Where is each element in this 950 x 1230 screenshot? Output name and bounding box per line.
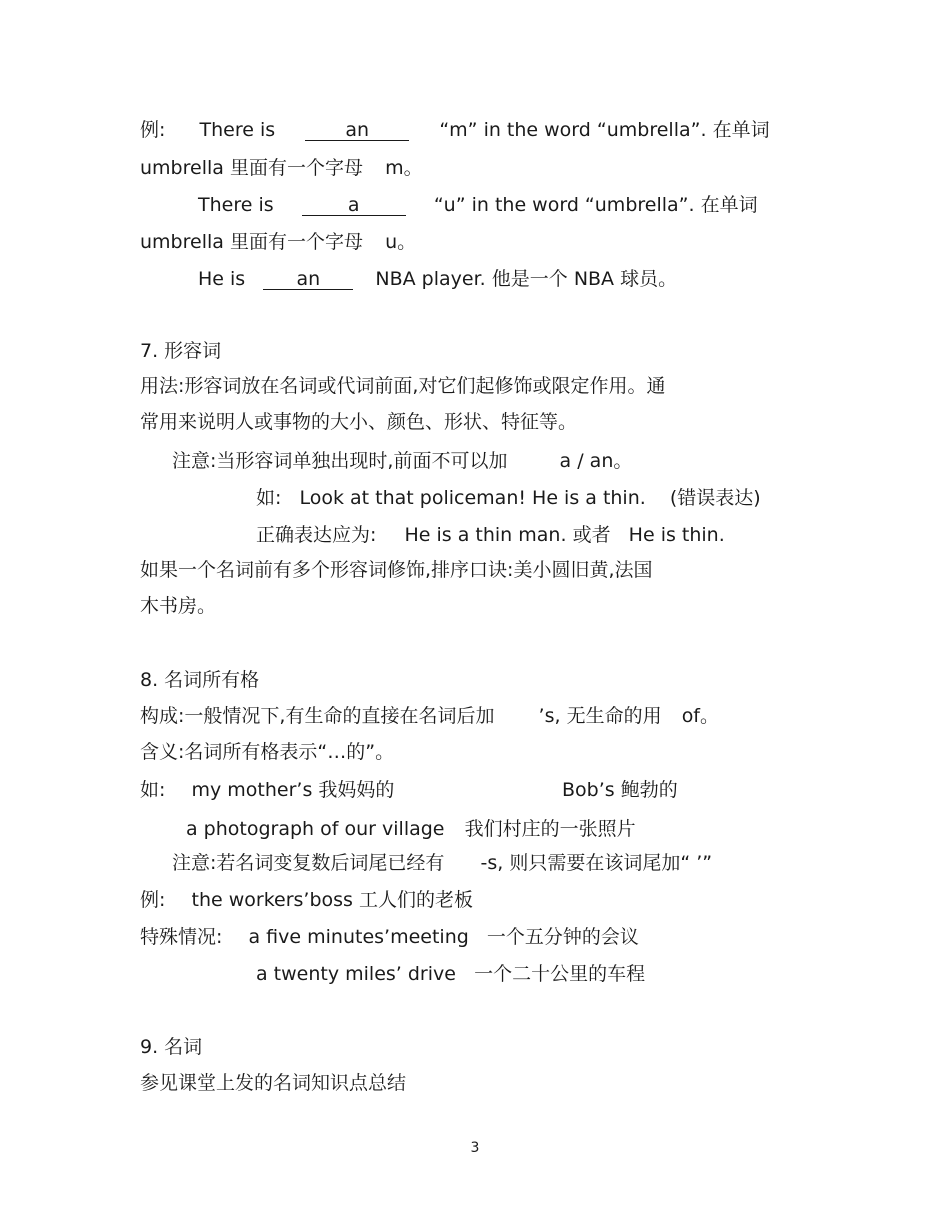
example-line: [140, 888, 473, 912]
paragraph-line: 如果一个名词前有多个形容词修饰,排序口诀:美小圆旧黄,法国: [140, 559, 653, 581]
example-translation: 在单词: [712, 119, 770, 141]
example-translation: 在单词: [700, 194, 758, 216]
section-heading: 7. 形容词: [140, 340, 222, 362]
example-translation: 他是一个: [491, 268, 568, 290]
paragraph-text: ’s,: [538, 705, 561, 727]
example-line-1b: [140, 156, 423, 180]
example-line-3: [198, 267, 677, 291]
note-line: [172, 449, 632, 473]
special-case-line: [256, 962, 645, 986]
paragraph-text: of。: [681, 705, 720, 727]
example-text: He is: [198, 268, 246, 290]
example-label: 特殊情况:: [140, 926, 223, 948]
answer-blank: a: [302, 195, 406, 216]
example-text: He is thin.: [628, 524, 725, 546]
example-text: Bob’s: [562, 779, 615, 801]
paragraph-line: [140, 704, 719, 728]
example-text: a twenty miles’ drive: [256, 963, 456, 985]
example-text: a photograph of our village: [186, 818, 445, 840]
correct-example: [256, 523, 725, 547]
example-translation: 工人们的老板: [359, 889, 474, 911]
page-number: 3: [470, 1140, 480, 1156]
example-translation: 鲍勃的: [620, 779, 678, 801]
example-text: “u” in the word “umbrella”.: [433, 194, 695, 216]
example-line-2b: [140, 230, 416, 254]
example-translation: 里面有一个字母: [229, 231, 363, 253]
note-text: 注意:若名词变复数后词尾已经有: [172, 852, 445, 874]
example-text: Look at that policeman! He is a thin.: [299, 487, 646, 509]
paragraph-line: 参见课堂上发的名词知识点总结: [140, 1072, 407, 1094]
note-text: 注意:当形容词单独出现时,前面不可以加: [172, 450, 508, 472]
answer-blank: an: [305, 120, 409, 141]
example-line: [186, 817, 636, 841]
example-label: 如:: [140, 779, 166, 801]
note-text: -s,: [480, 852, 504, 874]
paragraph-line: 用法:形容词放在名词或代词前面,对它们起修饰或限定作用。通: [140, 375, 666, 397]
paragraph-line: 常用来说明人或事物的大小、颜色、形状、特征等。: [140, 411, 578, 433]
example-text: There is: [199, 119, 276, 141]
answer-blank: an: [263, 269, 353, 290]
example-text: He is a thin man.: [404, 524, 567, 546]
example-line-2: [198, 193, 758, 217]
example-text: umbrella: [140, 157, 224, 179]
example-text: “m” in the word “umbrella”.: [439, 119, 707, 141]
note-text: a / an。: [559, 450, 633, 472]
example-text: a five minutes’meeting: [248, 926, 469, 948]
example-translation: 或者: [572, 524, 611, 546]
example-text: NBA 球员。: [573, 268, 678, 290]
example-translation: 我们村庄的一张照片: [464, 818, 636, 840]
example-label: 如:: [256, 487, 282, 509]
example-translation: 里面有一个字母: [229, 157, 363, 179]
example-text: umbrella: [140, 231, 224, 253]
paragraph-text: 无生命的用: [566, 705, 662, 727]
example-text: my mother’s: [191, 779, 313, 801]
example-translation: 我妈妈的: [318, 779, 395, 801]
example-text: NBA player.: [375, 268, 486, 290]
example-text: u。: [385, 231, 417, 253]
example-text: the workers’boss: [191, 889, 353, 911]
example-label: 例:: [140, 119, 166, 141]
example-translation: 一个五分钟的会议: [486, 926, 639, 948]
example-line: [140, 778, 394, 802]
example-label: 正确表达应为:: [256, 524, 377, 546]
paragraph-line: 木书房。: [140, 595, 217, 617]
section-heading: 8. 名词所有格: [140, 669, 260, 691]
example-text: m。: [385, 157, 423, 179]
example-text: There is: [198, 194, 274, 216]
paragraph-line: 含义:名词所有格表示“…的”。: [140, 741, 395, 763]
example-translation: 一个二十公里的车程: [474, 963, 646, 985]
wrong-example: [256, 486, 761, 510]
note-line: [172, 851, 712, 875]
note-text: 则只需要在该词尾加“ ’”: [509, 852, 713, 874]
example-label: 例:: [140, 889, 166, 911]
section-heading: 9. 名词: [140, 1036, 203, 1058]
example-translation: (错误表达): [669, 487, 761, 509]
special-case-line: [140, 925, 639, 949]
paragraph-text: 构成:一般情况下,有生命的直接在名词后加: [140, 705, 495, 727]
example-line-1: [140, 118, 770, 142]
example-line: [562, 778, 678, 802]
